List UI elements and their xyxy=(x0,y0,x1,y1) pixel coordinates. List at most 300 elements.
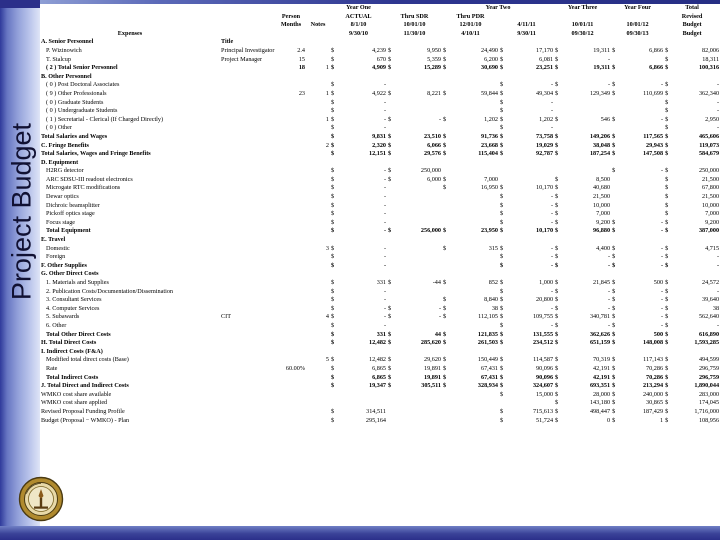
row-value: 584,679 xyxy=(698,150,720,158)
table-row[interactable] xyxy=(40,176,720,185)
row-value xyxy=(398,107,442,116)
currency-symbol: $ xyxy=(331,296,335,304)
table-row[interactable] xyxy=(40,391,720,400)
row-value: 1,890,044 xyxy=(694,382,720,390)
row-title xyxy=(220,167,276,176)
row-notes xyxy=(306,374,330,383)
currency-symbol: $ xyxy=(665,339,669,347)
row-label: 2. Publication Costs/Documentation/Dissemination xyxy=(46,287,174,295)
row-label: Microgate RTC modifications xyxy=(46,184,121,192)
page-title: Project Budget xyxy=(6,122,37,301)
header-from-total: Budget xyxy=(682,21,702,29)
row-value: - xyxy=(550,98,554,106)
table-row[interactable] xyxy=(40,219,720,228)
row-value: 12,482 xyxy=(368,356,386,364)
row-value: 2,320 xyxy=(372,141,386,149)
row-value: 67,431 xyxy=(480,373,498,381)
row-value: 12,482 xyxy=(368,339,386,347)
currency-symbol: $ xyxy=(331,107,335,115)
row-value: 30,865 xyxy=(646,399,664,407)
budget-spreadsheet xyxy=(40,4,720,532)
currency-symbol: $ xyxy=(612,115,616,123)
row-person-months xyxy=(276,236,306,245)
row-title xyxy=(220,159,276,168)
currency-symbol xyxy=(387,288,398,297)
row-notes xyxy=(306,382,330,391)
row-person-months xyxy=(276,288,306,297)
row-value: 261,503 xyxy=(477,339,498,347)
table-row[interactable] xyxy=(40,279,720,288)
currency-symbol xyxy=(387,417,398,426)
currency-symbol: $ xyxy=(331,227,335,235)
currency-symbol: $ xyxy=(500,279,504,286)
currency-symbol: $ xyxy=(665,115,669,123)
row-value xyxy=(398,408,442,417)
row-notes: 2 xyxy=(325,141,329,149)
row-value: 91,736 xyxy=(480,132,498,140)
currency-symbol: $ xyxy=(443,115,447,123)
row-value: 16,950 xyxy=(480,184,498,192)
row-value: 1,202 xyxy=(539,115,554,123)
currency-symbol: $ xyxy=(555,287,559,295)
row-value: - xyxy=(550,81,554,89)
row-value xyxy=(398,245,442,254)
currency-symbol: $ xyxy=(555,261,559,269)
header-from-thru_sdr: 10/01/10 xyxy=(403,21,426,29)
row-value: 1,593,285 xyxy=(694,339,720,347)
currency-symbol: $ xyxy=(665,390,669,398)
row-value: - xyxy=(550,304,554,312)
row-value: - xyxy=(383,81,386,89)
row-value: - xyxy=(717,261,720,269)
table-row[interactable] xyxy=(40,399,720,408)
row-person-months xyxy=(276,417,306,426)
row-value xyxy=(675,159,720,168)
row-value: 240,000 xyxy=(642,390,664,398)
currency-symbol xyxy=(611,38,622,47)
currency-symbol: $ xyxy=(555,407,559,415)
row-value: 315 xyxy=(488,244,498,252)
row-value: 90,096 xyxy=(536,364,554,372)
table-row[interactable] xyxy=(40,322,720,331)
row-value xyxy=(565,159,611,168)
row-person-months xyxy=(276,270,306,279)
table-row[interactable] xyxy=(40,365,720,374)
table-row[interactable] xyxy=(40,202,720,211)
table-row[interactable] xyxy=(40,270,720,279)
table-row[interactable] xyxy=(40,288,720,297)
table-row[interactable] xyxy=(40,81,720,90)
row-title xyxy=(220,374,276,383)
currency-symbol: $ xyxy=(612,339,616,347)
currency-symbol xyxy=(611,193,622,202)
row-label: Total Indirect Costs xyxy=(46,373,99,381)
table-row[interactable] xyxy=(40,90,720,99)
currency-symbol xyxy=(554,348,565,357)
currency-symbol: $ xyxy=(612,141,616,149)
header-spacer xyxy=(220,30,276,39)
row-notes: 5 xyxy=(325,356,329,364)
header-row-to xyxy=(40,30,720,39)
header-to-thru_sdr: 11/30/10 xyxy=(403,29,426,37)
table-row[interactable] xyxy=(40,142,720,151)
currency-symbol xyxy=(499,270,510,279)
row-value xyxy=(398,124,442,133)
currency-symbol: $ xyxy=(665,364,669,372)
currency-symbol: $ xyxy=(500,287,504,295)
row-value: 129,349 xyxy=(589,89,611,97)
header-group-total: Total xyxy=(685,4,699,11)
currency-symbol: $ xyxy=(388,115,392,123)
row-value: 387,000 xyxy=(698,227,720,235)
row-notes xyxy=(306,107,330,116)
row-notes xyxy=(306,38,330,47)
row-person-months xyxy=(276,159,306,168)
row-value xyxy=(341,270,387,279)
table-row[interactable] xyxy=(40,227,720,236)
row-value xyxy=(622,210,664,219)
currency-symbol: $ xyxy=(665,304,669,312)
currency-symbol: $ xyxy=(612,321,616,329)
header-to-year_one: 9/30/10 xyxy=(349,29,368,37)
row-value xyxy=(398,253,442,262)
row-title xyxy=(220,150,276,159)
row-notes xyxy=(306,219,330,228)
row-value xyxy=(622,159,664,168)
header-row-from xyxy=(40,21,720,30)
row-value: 51,724 xyxy=(536,416,554,424)
currency-symbol: $ xyxy=(500,210,504,218)
currency-symbol: $ xyxy=(612,279,616,286)
currency-symbol: $ xyxy=(331,141,335,149)
row-notes: 1 xyxy=(325,115,329,123)
currency-symbol xyxy=(664,270,675,279)
row-value xyxy=(453,167,499,176)
table-row[interactable] xyxy=(40,296,720,305)
row-notes xyxy=(306,279,330,288)
header-to-year_three: 09/30/12 xyxy=(571,29,594,37)
currency-symbol xyxy=(387,99,398,108)
currency-symbol: $ xyxy=(665,279,669,286)
table-row[interactable] xyxy=(40,107,720,116)
row-value: 44 xyxy=(434,330,441,338)
currency-symbol xyxy=(442,219,453,228)
row-person-months xyxy=(276,99,306,108)
row-value: 38 xyxy=(491,304,498,312)
row-notes xyxy=(306,56,330,65)
row-value: 10,000 xyxy=(593,201,611,209)
row-value xyxy=(398,288,442,297)
table-row[interactable] xyxy=(40,356,720,365)
currency-symbol: $ xyxy=(500,339,504,347)
currency-symbol: $ xyxy=(443,184,447,192)
row-value: - xyxy=(438,115,441,123)
currency-symbol xyxy=(554,99,565,108)
row-value xyxy=(565,124,611,133)
table-row[interactable] xyxy=(40,167,720,176)
title-band-cap xyxy=(0,0,40,8)
currency-symbol: $ xyxy=(500,55,504,63)
currency-symbol: $ xyxy=(612,89,616,97)
currency-symbol: $ xyxy=(500,89,504,97)
row-label: A. Senior Personnel xyxy=(41,38,94,46)
currency-symbol xyxy=(554,107,565,116)
table-row[interactable] xyxy=(40,184,720,193)
row-value: - xyxy=(383,218,386,226)
row-title xyxy=(220,219,276,228)
row-value xyxy=(398,417,442,426)
row-value xyxy=(398,184,442,193)
currency-symbol: $ xyxy=(665,150,669,158)
row-person-months xyxy=(276,245,306,254)
currency-symbol xyxy=(330,38,341,47)
row-notes xyxy=(306,288,330,297)
currency-symbol: $ xyxy=(331,407,335,415)
currency-symbol: $ xyxy=(612,64,616,72)
row-label: H2RG detector xyxy=(46,167,84,175)
row-title: Title xyxy=(221,38,234,46)
row-value: 256,000 xyxy=(420,227,441,235)
row-value xyxy=(622,107,664,116)
table-row[interactable] xyxy=(40,331,720,340)
currency-symbol xyxy=(442,73,453,82)
row-value: 213,294 xyxy=(642,382,664,390)
row-label: Budget (Proposal − WMKO) - Plan xyxy=(41,416,130,424)
currency-symbol xyxy=(330,270,341,279)
currency-symbol: $ xyxy=(388,382,392,390)
header-from-year_two_b: 4/11/11 xyxy=(517,21,536,29)
row-person-months xyxy=(276,408,306,417)
table-row[interactable] xyxy=(40,408,720,417)
row-value: 9,200 xyxy=(596,218,611,226)
currency-symbol: $ xyxy=(555,321,559,329)
row-value: - xyxy=(383,313,386,321)
table-row[interactable] xyxy=(40,417,720,426)
table-row[interactable] xyxy=(40,236,720,245)
row-value: 23,510 xyxy=(423,132,441,140)
table-row[interactable] xyxy=(40,374,720,383)
currency-symbol: $ xyxy=(665,132,669,140)
currency-symbol: $ xyxy=(612,218,616,226)
row-title xyxy=(220,236,276,245)
row-value xyxy=(453,107,499,116)
row-value: 296,759 xyxy=(698,373,720,381)
currency-symbol: $ xyxy=(665,124,669,132)
row-value: 82,006 xyxy=(702,46,720,54)
row-value: 73,758 xyxy=(536,132,554,140)
row-value xyxy=(675,73,720,82)
row-value xyxy=(453,73,499,82)
row-label: 6. Other xyxy=(46,321,67,329)
table-row[interactable] xyxy=(40,150,720,159)
currency-symbol: $ xyxy=(555,390,559,398)
currency-symbol: $ xyxy=(500,46,504,54)
row-value xyxy=(453,236,499,245)
header-spacer xyxy=(306,4,330,13)
currency-symbol: $ xyxy=(500,201,504,209)
row-value: - xyxy=(550,124,554,132)
table-row[interactable] xyxy=(40,313,720,322)
currency-symbol: $ xyxy=(500,64,504,72)
row-value: 42,191 xyxy=(593,364,611,372)
currency-symbol xyxy=(611,348,622,357)
row-value xyxy=(398,193,442,202)
table-row[interactable] xyxy=(40,124,720,133)
table-row[interactable] xyxy=(40,64,720,73)
row-value: - xyxy=(383,321,386,329)
table-row[interactable] xyxy=(40,210,720,219)
header-group-year-four: Year Four xyxy=(624,4,651,11)
header-sub-thru-sdr: Thru SDR xyxy=(400,12,429,20)
row-value: - xyxy=(550,201,554,209)
currency-symbol: $ xyxy=(443,46,447,54)
header-row-groups xyxy=(40,4,720,13)
table-row[interactable] xyxy=(40,305,720,314)
row-person-months xyxy=(276,374,306,383)
row-value: 283,000 xyxy=(698,390,720,398)
currency-symbol xyxy=(611,107,622,116)
currency-symbol: $ xyxy=(555,46,559,54)
currency-symbol: $ xyxy=(500,416,504,424)
row-value: - xyxy=(438,304,441,312)
row-value: 42,191 xyxy=(593,373,611,381)
row-value: - xyxy=(661,304,664,312)
currency-symbol: $ xyxy=(555,399,559,407)
currency-symbol xyxy=(442,81,453,90)
row-label: Focus stage xyxy=(46,218,76,226)
table-row[interactable] xyxy=(40,245,720,254)
row-title xyxy=(220,99,276,108)
row-value: - xyxy=(608,253,611,261)
row-person-months xyxy=(276,81,306,90)
currency-symbol: $ xyxy=(443,141,447,149)
row-value: 6,000 xyxy=(427,175,441,183)
currency-symbol xyxy=(387,348,398,357)
currency-symbol: $ xyxy=(500,364,504,372)
currency-symbol xyxy=(387,73,398,82)
table-row[interactable] xyxy=(40,382,720,391)
table-row[interactable] xyxy=(40,193,720,202)
table-row[interactable] xyxy=(40,73,720,82)
currency-symbol: $ xyxy=(555,132,559,140)
row-value xyxy=(622,56,664,65)
row-value: - xyxy=(661,261,664,269)
currency-symbol xyxy=(387,391,398,400)
row-value: - xyxy=(661,296,664,304)
row-person-months: 60.00% xyxy=(285,364,305,372)
row-value: -44 xyxy=(432,279,441,286)
row-notes xyxy=(306,270,330,279)
currency-symbol: $ xyxy=(331,304,335,312)
row-value xyxy=(510,167,554,176)
currency-symbol xyxy=(330,348,341,357)
row-label: Pickoff optics stage xyxy=(46,210,95,218)
currency-symbol: $ xyxy=(388,364,392,372)
row-value: 651,159 xyxy=(589,339,611,347)
currency-symbol: $ xyxy=(555,244,559,252)
row-value xyxy=(341,399,387,408)
currency-symbol: $ xyxy=(665,287,669,295)
currency-symbol xyxy=(554,167,565,176)
table-row[interactable] xyxy=(40,262,720,271)
row-value xyxy=(398,99,442,108)
row-title xyxy=(220,107,276,116)
row-value xyxy=(453,399,499,408)
row-person-months: 15 xyxy=(298,55,305,63)
row-value: - xyxy=(717,98,720,106)
currency-symbol: $ xyxy=(500,261,504,269)
row-value: 18,311 xyxy=(702,55,720,63)
table-row[interactable] xyxy=(40,56,720,65)
table-header-group xyxy=(40,4,720,38)
row-value: 23,668 xyxy=(480,141,498,149)
row-title xyxy=(220,202,276,211)
currency-symbol: $ xyxy=(388,89,392,97)
currency-symbol xyxy=(611,270,622,279)
currency-symbol: $ xyxy=(555,184,559,192)
row-value xyxy=(565,38,611,47)
currency-symbol xyxy=(442,202,453,211)
currency-symbol: $ xyxy=(500,124,504,132)
currency-symbol: $ xyxy=(665,373,669,381)
currency-symbol xyxy=(387,81,398,90)
table-row[interactable] xyxy=(40,253,720,262)
table-row[interactable] xyxy=(40,99,720,108)
currency-symbol: $ xyxy=(665,81,669,89)
row-value: 7,000 xyxy=(596,210,611,218)
currency-symbol: $ xyxy=(665,416,669,424)
table-row[interactable] xyxy=(40,38,720,47)
row-value: - xyxy=(383,296,386,304)
row-person-months xyxy=(276,142,306,151)
row-person-months xyxy=(276,202,306,211)
row-value xyxy=(398,236,442,245)
table-body-group xyxy=(40,38,720,425)
table-row[interactable] xyxy=(40,159,720,168)
currency-symbol: $ xyxy=(443,296,447,304)
currency-symbol: $ xyxy=(500,107,504,115)
currency-symbol xyxy=(499,38,510,47)
currency-symbol: $ xyxy=(500,132,504,140)
row-label: ( 0 ) Post Doctoral Associates xyxy=(46,81,120,89)
row-value xyxy=(453,202,499,211)
row-title xyxy=(220,176,276,185)
table-row[interactable] xyxy=(40,47,720,56)
currency-symbol: $ xyxy=(612,390,616,398)
row-person-months xyxy=(276,184,306,193)
currency-symbol: $ xyxy=(331,46,335,54)
table-row[interactable] xyxy=(40,133,720,142)
row-value: 100,316 xyxy=(698,64,720,72)
row-value xyxy=(453,262,499,271)
row-value: 29,943 xyxy=(646,141,664,149)
table-row[interactable] xyxy=(40,116,720,125)
row-label: ( 9 ) Other Professionals xyxy=(46,89,107,97)
currency-symbol: $ xyxy=(331,313,335,321)
row-person-months xyxy=(276,219,306,228)
currency-symbol: $ xyxy=(612,261,616,269)
currency-symbol: $ xyxy=(612,399,616,407)
currency-symbol xyxy=(611,159,622,168)
table-row[interactable] xyxy=(40,348,720,357)
row-value: 108,956 xyxy=(698,416,720,424)
currency-symbol xyxy=(442,417,453,426)
currency-symbol: $ xyxy=(555,55,559,63)
row-value xyxy=(453,124,499,133)
table-row[interactable] xyxy=(40,339,720,348)
row-value: 143,180 xyxy=(589,399,611,407)
row-value: - xyxy=(608,304,611,312)
